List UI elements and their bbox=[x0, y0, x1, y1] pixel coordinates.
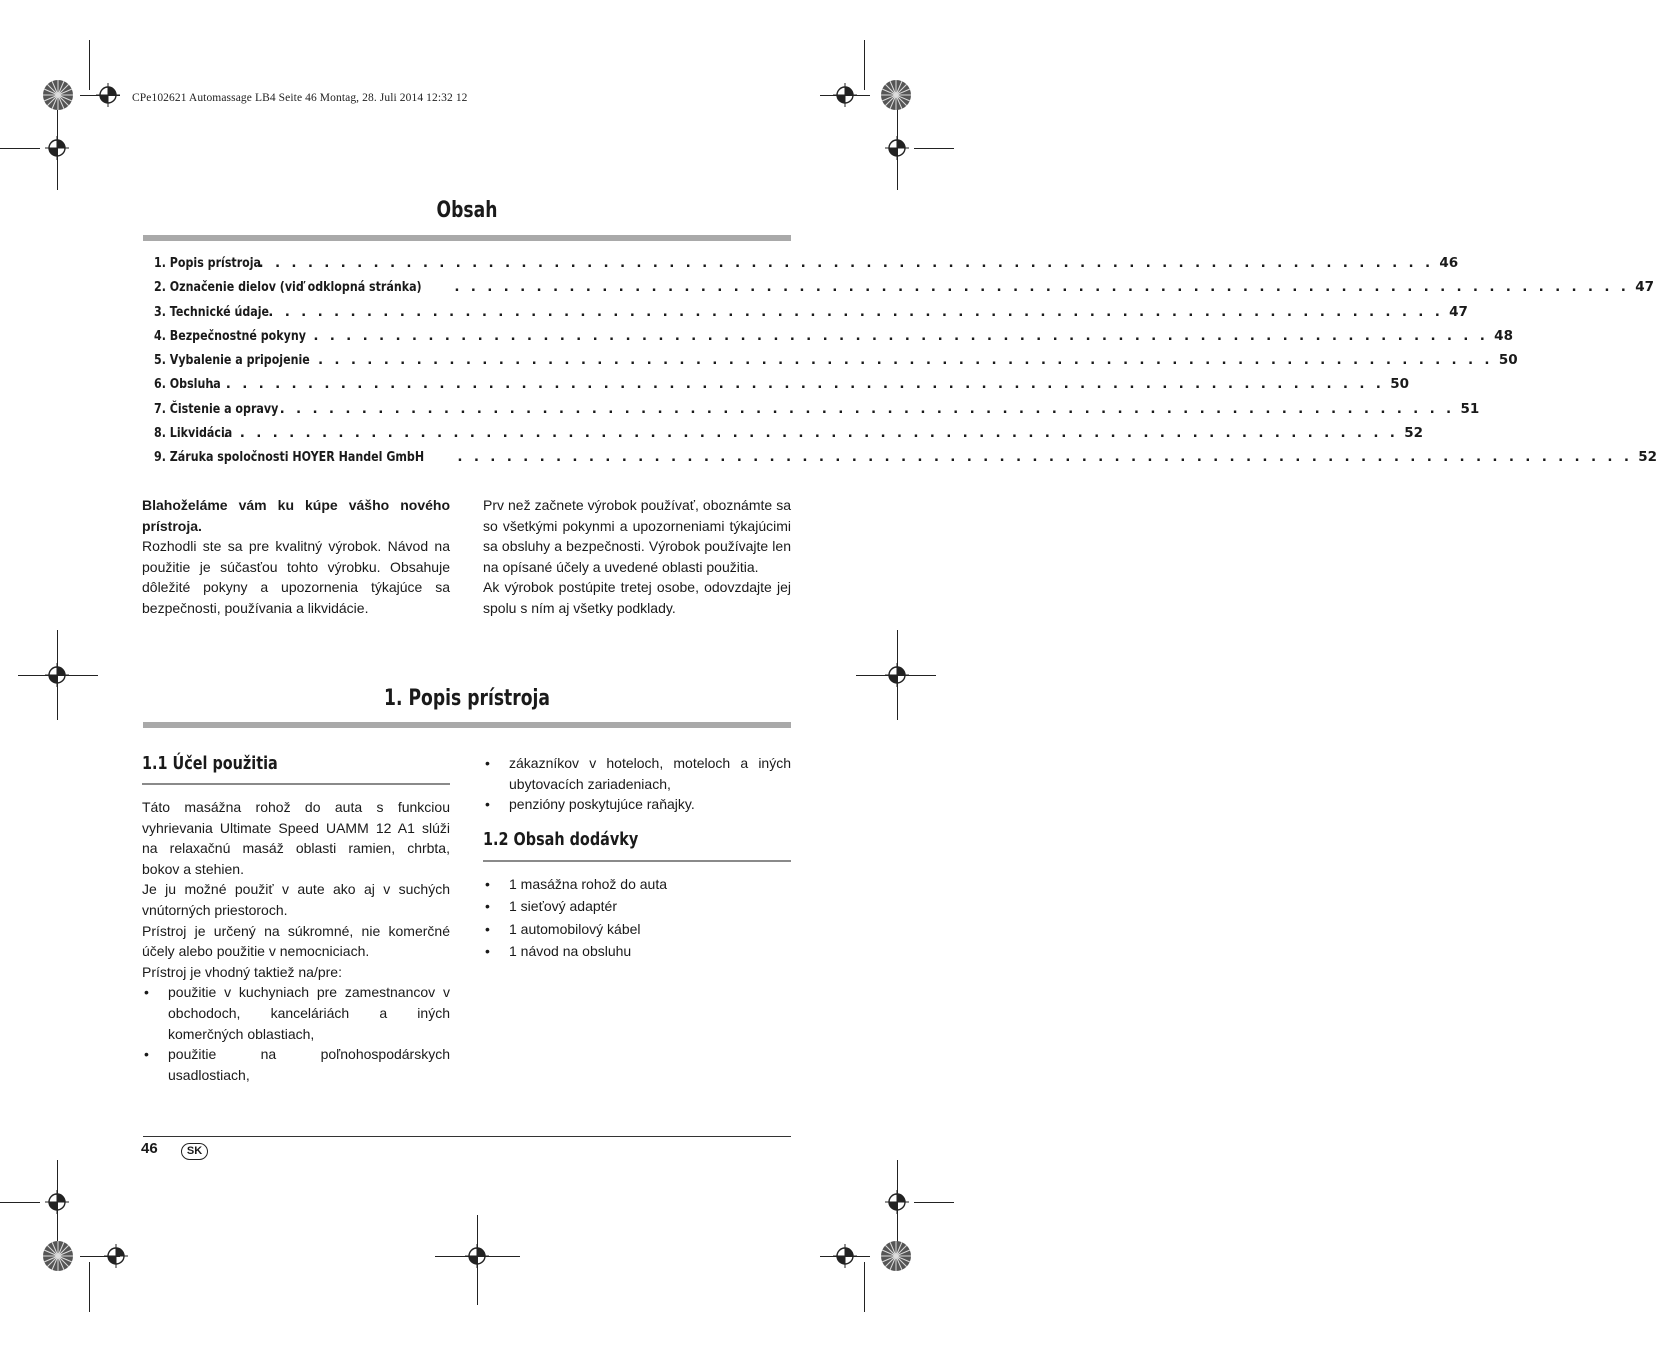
toc-entry-label: 3. Technické údaje bbox=[154, 303, 270, 320]
subsection-rule bbox=[483, 860, 791, 862]
usage-list bbox=[142, 982, 450, 1085]
toc-leader-dots: . . . . . . . . . . . . . . . . . . . . . . . . . . . . . . . . . . . . . . . . . . . . . . . . . . . . . . . . . . . . . . . . . . . . . . . . bbox=[209, 376, 1385, 393]
registration-mark-icon bbox=[833, 1244, 857, 1268]
list-item: • použitie v kuchyniach pre zamestnancov v obchodoch, kanceláriách a iných komerčných oblastiach, bbox=[142, 982, 450, 1044]
toc-entry-label: 7. Čistenie a opravy bbox=[154, 400, 279, 417]
print-rosette-icon bbox=[880, 1240, 912, 1272]
list-item: • 1 masážna rohož do auta bbox=[483, 873, 791, 895]
intro-left-column bbox=[142, 495, 450, 619]
toc-entry[interactable] bbox=[154, 400, 1480, 425]
intro-paragraph: Ak výrobok postúpite tretej osobe, odovzdajte jej spolu s ním aj všetky podklady. bbox=[483, 579, 791, 616]
toc-entry[interactable] bbox=[154, 352, 1518, 376]
toc-title: Obsah bbox=[436, 198, 498, 223]
toc-entry[interactable] bbox=[154, 376, 1409, 400]
toc-entry-label: 9. Záruka spoločnosti HOYER Handel GmbH bbox=[154, 449, 425, 466]
toc-leader-dots: . . . . . . . . . . . . . . . . . . . . . . . . . . . . . . . . . . . . . . . . . . . . . . . . . . . . . . . . . . . . . . . . . . . . . . . . bbox=[223, 425, 1399, 442]
usage-paragraph: Je ju možné použiť v aute ako aj v suchých vnútorných priestoroch. bbox=[142, 881, 450, 918]
delivery-list bbox=[483, 873, 791, 962]
toc-entry[interactable] bbox=[154, 255, 1459, 279]
print-rosette-icon bbox=[42, 1240, 74, 1272]
toc-entry-page: 50 bbox=[1498, 352, 1518, 369]
intro-paragraph: Prv než začnete výrobok používať, oboznámte sa so všetkými pokynmi a upozorneniami týkajúcimi sa obsluhy a bezpečnosti. Výrobok používajte len na opísané účely a uvedené oblasti použitia. bbox=[483, 497, 791, 575]
toc-entry[interactable] bbox=[154, 449, 1657, 473]
toc-entry-page: 52 bbox=[1404, 425, 1424, 442]
list-item: • penzióny poskytujúce raňajky. bbox=[483, 794, 791, 815]
registration-mark-icon bbox=[104, 1244, 128, 1268]
toc-leader-dots: . . . . . . . . . . . . . . . . . . . . . . . . . . . . . . . . . . . . . . . . . . . . . . . . . . . . . . . . . . . . . . . . . . . . . . . . bbox=[258, 255, 1434, 271]
intro-paragraph: Rozhodli ste sa pre kvalitný výrobok. Návod na použitie je súčasťou tohto výrobku. Obsahuje dôležité pokyny a upozornenia týkajúce sa bezpečnosti, používania a likvidácie. bbox=[142, 538, 450, 616]
page-number: 46 bbox=[141, 1140, 158, 1157]
print-rosette-icon bbox=[42, 79, 74, 111]
subsection-rule bbox=[142, 783, 450, 785]
subsection-title: 1.2 Obsah dodávky bbox=[483, 829, 639, 850]
toc-entry-page: 51 bbox=[1460, 400, 1480, 417]
registration-mark-icon bbox=[465, 1244, 489, 1268]
toc-leader-dots: . . . . . . . . . . . . . . . . . . . . . . . . . . . . . . . . . . . . . . . . . . . . . . . . . . . . . . . . . . . . . . . . . . . . . . . . bbox=[454, 279, 1630, 296]
toc-entry-label: 4. Bezpečnostné pokyny bbox=[154, 327, 306, 344]
toc-entry-label: 5. Vybalenie a pripojenie bbox=[154, 352, 310, 369]
toc-leader-dots: . . . . . . . . . . . . . . . . . . . . . . . . . . . . . . . . . . . . . . . . . . . . . . . . . . . . . . . . . . . . . . . . . . . . . . . . bbox=[313, 327, 1489, 344]
usage-paragraph: Prístroj je určený na súkromné, nie komerčné účely alebo použitie v nemocniciach. bbox=[142, 922, 450, 960]
registration-mark-icon bbox=[45, 136, 69, 160]
toc-entry[interactable] bbox=[154, 425, 1424, 449]
toc-leader-dots: . . . . . . . . . . . . . . . . . . . . . . . . . . . . . . . . . . . . . . . . . . . . . . . . . . . . . . . . . . . . . . . . . . . . . . . . bbox=[318, 352, 1493, 369]
registration-mark-icon bbox=[885, 1190, 909, 1214]
usage-left-column bbox=[142, 797, 450, 1085]
toc-entry[interactable] bbox=[154, 303, 1468, 328]
language-badge: SK bbox=[181, 1143, 208, 1160]
toc-entry-page: 48 bbox=[1494, 327, 1513, 344]
registration-mark-icon bbox=[885, 663, 909, 687]
toc-entry-label: 2. Označenie dielov (viď odklopná stránka) bbox=[154, 279, 422, 296]
intro-bold-lead: Blahoželáme vám ku kúpe vášho nového prístroja. bbox=[142, 497, 450, 534]
toc-entry-page: 52 bbox=[1638, 449, 1657, 466]
footer-rule bbox=[143, 1136, 791, 1137]
table-of-contents bbox=[154, 255, 1657, 474]
toc-entry[interactable] bbox=[154, 279, 1655, 303]
subsection-title: 1.1 Účel použitia bbox=[142, 753, 278, 774]
toc-entry-page: 46 bbox=[1439, 255, 1459, 271]
toc-leader-dots: . . . . . . . . . . . . . . . . . . . . . . . . . . . . . . . . . . . . . . . . . . . . . . . . . . . . . . . . . . . . . . . . . . . . . . . . bbox=[279, 400, 1455, 417]
toc-entry-label: 6. Obsluha bbox=[154, 376, 221, 393]
list-item: • 1 automobilový kábel bbox=[483, 918, 791, 940]
usage-paragraph: Prístroj je vhodný taktiež na/pre: bbox=[142, 963, 342, 980]
usage-right-column bbox=[483, 753, 791, 815]
print-slug: CPe102621 Automassage LB4 Seite 46 Montag, 28. Juli 2014 12:32 12 bbox=[132, 92, 468, 104]
toc-entry-label: 8. Likvidácia bbox=[154, 425, 233, 442]
section-title-bar bbox=[143, 722, 791, 728]
registration-mark-icon bbox=[833, 83, 857, 107]
toc-entry-page: 47 bbox=[1449, 303, 1468, 320]
intro-right-column bbox=[483, 495, 791, 619]
usage-paragraph: Táto masážna rohož do auta s funkciou vyhrievania Ultimate Speed UAMM 12 A1 slúži na relaxačnú masáž oblasti ramien, chrbta, bokov a stehien. bbox=[142, 799, 450, 877]
registration-mark-icon bbox=[45, 1190, 69, 1214]
usage-list bbox=[483, 753, 791, 815]
toc-entry-label: 1. Popis prístroja bbox=[154, 255, 262, 271]
section-title: 1. Popis prístroja bbox=[384, 686, 550, 711]
registration-mark-icon bbox=[45, 663, 69, 687]
toc-entry-page: 50 bbox=[1390, 376, 1409, 393]
list-item: • použitie na poľnohospodárskych usadlostiach, bbox=[142, 1044, 450, 1085]
toc-entry-page: 47 bbox=[1635, 279, 1655, 296]
toc-leader-dots: . . . . . . . . . . . . . . . . . . . . . . . . . . . . . . . . . . . . . . . . . . . . . . . . . . . . . . . . . . . . . . . . . . . . . . . . bbox=[457, 449, 1633, 466]
toc-entry[interactable] bbox=[154, 327, 1513, 352]
registration-mark-icon bbox=[885, 136, 909, 160]
registration-mark-icon bbox=[96, 83, 120, 107]
delivery-column bbox=[483, 873, 791, 962]
toc-title-bar bbox=[143, 235, 791, 241]
list-item: • 1 návod na obsluhu bbox=[483, 940, 791, 962]
list-item: • zákazníkov v hoteloch, moteloch a iných ubytovacích zariadeniach, bbox=[483, 753, 791, 794]
print-rosette-icon bbox=[880, 79, 912, 111]
list-item: • 1 sieťový adaptér bbox=[483, 895, 791, 917]
toc-leader-dots: . . . . . . . . . . . . . . . . . . . . . . . . . . . . . . . . . . . . . . . . . . . . . . . . . . . . . . . . . . . . . . . . . . . . . . . . bbox=[268, 303, 1444, 320]
